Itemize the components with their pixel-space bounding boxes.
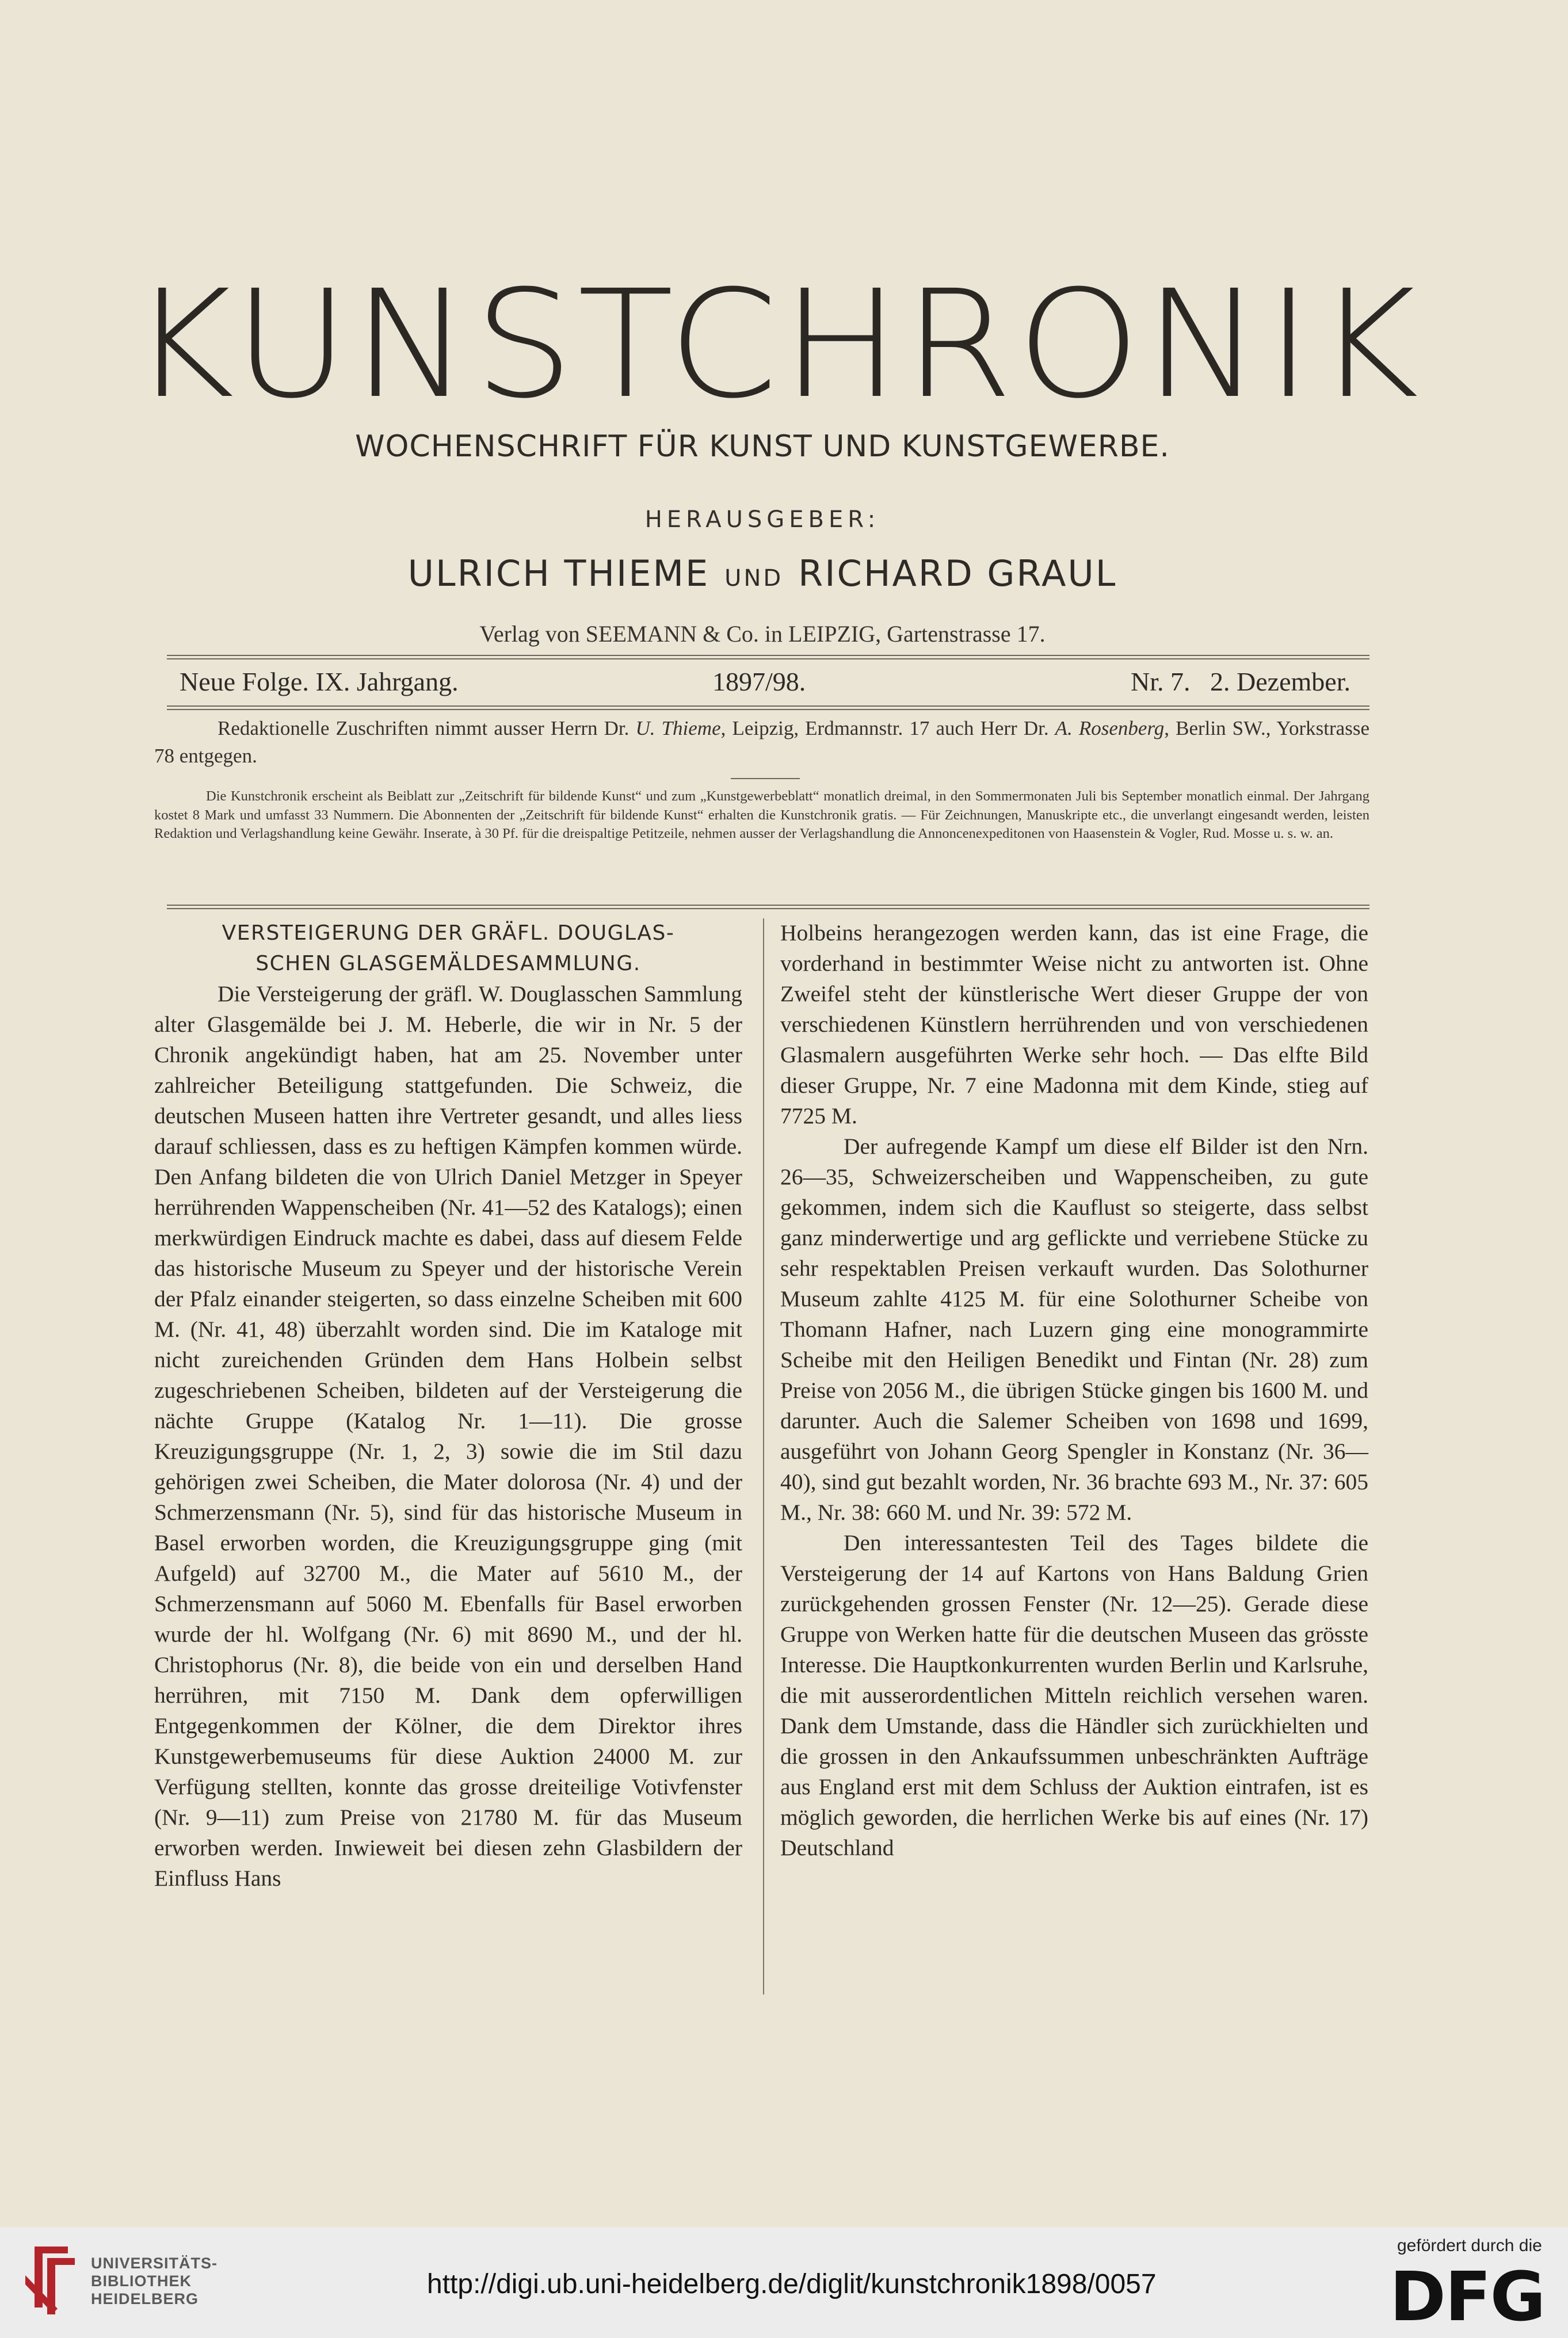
issue-year: 1897/98. <box>712 667 806 696</box>
divider-rule <box>167 908 1369 909</box>
editorial-text: , Leipzig, Erdmannstr. 17 auch Herr Dr. <box>720 717 1055 739</box>
editor-italic-name: A. Rosenberg <box>1055 717 1165 739</box>
publisher-line: Verlag von SEEMANN & Co. in LEIPZIG, Gartenstrasse 17. <box>479 621 1046 647</box>
divider-rule <box>167 705 1369 707</box>
editor-name: RICHARD GRAUL <box>798 552 1117 594</box>
subscription-notice: Die Kunstchronik erscheint als Beiblatt zur „Zeitschrift für bildende Kunst“ und zum „Kunstgewerbeblatt“ monatlich dreimal, in den Sommermonaten Juli bis September monatlich einmal. Der Jahrgang kostet 8 Mark und umfasst 33 Nummern. Die Abonnenten der „Zeitschrift für bildende Kunst“ erhalten die Kunstchronik gratis. — Für Zeichnungen, Manuskripte etc., die unverlangt eingesandt werden, leisten Redaktion und Verlagshandlung keine Gewähr. Inserate, à 30 Pf. für die dreispaltige Petitzeile, nehmen ausser der Verlagshandlung die Annoncenexpeditonen von Haasenstein & Vogler, Rud. Mosse u. s. w. an. <box>154 788 1369 842</box>
divider-rule <box>167 658 1369 659</box>
article-heading-line: VERSTEIGERUNG DER GRÄFL. DOUGLAS- <box>222 921 675 945</box>
library-name <box>91 2255 218 2308</box>
short-divider <box>731 778 800 779</box>
masthead-title: KUNSTCHRONIK <box>131 258 1423 431</box>
herausgeber-label: HERAUSGEBER: <box>644 506 880 533</box>
article-heading-line: SCHEN GLASGEMÄLDESAMMLUNG. <box>255 952 641 975</box>
editorial-contact <box>154 715 1369 770</box>
article-column-left <box>154 918 742 1894</box>
article-heading <box>154 918 742 979</box>
editorial-text: Redaktionelle Zuschriften nimmt ausser Herrn Dr. <box>218 717 636 739</box>
issue-number-date: Nr. 7. 2. Dezember. <box>1131 667 1350 696</box>
digital-copy-link[interactable]: http://digi.ub.uni-heidelberg.de/diglit/kunstchronik1898/0057 <box>427 2269 1157 2299</box>
issue-line <box>180 666 1350 701</box>
funding-label: gefördert durch die <box>1397 2236 1542 2255</box>
digitization-footer <box>0 2227 1568 2338</box>
masthead-subtitle: WOCHENSCHRIFT FÜR KUNST UND KUNSTGEWERBE. <box>355 429 1170 464</box>
article-paragraph: Den interessantesten Teil des Tages bildete die Versteigerung der 14 auf Kartons von Hans Baldung Grien zurückgehenden grossen Fenster (Nr. 12—25). Gerade diese Gruppe von Werken hatte für die deutschen Museen das grösste Interesse. Die Hauptkonkurrenten wurden Berlin und Karlsruhe, die mit ausserordentlichen Mitteln reichlich versehen waren. Dank dem Umstande, dass die Händler sich zurückhielten und die grossen in den Ankaufssummen unbeschränkten Aufträge aus England erst mit dem Schluss der Auktion eintrafen, ist es möglich geworden, die herrlichen Werke bis auf eines (Nr. 17) Deutschland <box>780 1530 1368 1860</box>
divider-rule <box>167 709 1369 710</box>
university-library-logo <box>23 2241 78 2320</box>
divider-rule <box>167 905 1369 906</box>
library-name-line: BIBLIOTHEK <box>91 2272 192 2290</box>
issue-series: Neue Folge. IX. Jahrgang. <box>180 667 459 696</box>
divider-rule <box>167 655 1369 656</box>
editorial-text: , Berlin SW., Yorkstrasse 78 entgegen. <box>154 717 1369 767</box>
article-paragraph: Holbeins herangezogen werden kann, das ist eine Frage, die vorderhand in bestimmter Weise nicht zu antworten ist. Ohne Zweifel steht der künstlerische Wert dieser Gruppe der von verschiedenen Künstlern herrührenden und von verschiedenen Glasmalern ausgeführten Werke sehr hoch. — Das elfte Bild dieser Gruppe, Nr. 7 eine Madonna mit dem Kinde, stieg auf 7725 M. <box>780 920 1368 1128</box>
article-column-right <box>780 918 1368 1863</box>
column-divider <box>763 918 764 1994</box>
library-name-line: HEIDELBERG <box>91 2290 199 2308</box>
library-name-line: UNIVERSITÄTS- <box>91 2255 218 2272</box>
article-paragraph: Der aufregende Kampf um diese elf Bilder ist den Nrn. 26—35, Schweizerscheiben und Wappenscheiben, zu gute gekommen, indem sich die Kauflust so steigerte, dass selbst ganz minderwertige und arg geflickte und verriebene Stücke zu sehr respektablen Preisen verkauft wurden. Das Solothurner Museum zahlte 4125 M. für eine Solothurner Scheibe von Thomann Hafner, nach Luzern ging eine monogrammirte Scheibe mit den Heiligen Benedikt und Fintan (Nr. 28) zum Preise von 2056 M., die übrigen Stücke gingen bis 1600 M. und darunter. Auch die Salemer Scheiben von 1698 und 1699, ausgeführt von Johann Georg Spengler in Konstanz (Nr. 36—40), sind gut bezahlt worden, Nr. 36 brachte 693 M., Nr. 37: 605 M., Nr. 38: 660 M. und Nr. 39: 572 M. <box>780 1134 1368 1525</box>
editor-conjunction: UND <box>724 565 784 592</box>
dfg-logo: DFG <box>1390 2257 1545 2336</box>
editors-line <box>167 552 1358 594</box>
article-paragraph: Die Versteigerung der gräfl. W. Douglasschen Sammlung alter Glasgemälde bei J. M. Heberle, die wir in Nr. 5 der Chronik angekündigt haben, hat am 25. November unter zahlreicher Beteiligung stattgefunden. Die Schweiz, die deutschen Museen hatten ihre Vertreter gesandt, und alles liess darauf schliessen, dass es zu heftigen Kämpfen kommen würde. Den Anfang bildeten die von Ulrich Daniel Metzger in Speyer herrührenden Wappenscheiben (Nr. 41—52 des Katalogs); einen merkwürdigen Eindruck machte es dabei, dass auf diesem Felde das historische Museum zu Speyer und der historische Verein der Pfalz einander steigerten, so dass einzelne Scheiben mit 600 M. (Nr. 41, 48) überzahlt worden sind. Die im Kataloge mit nicht zureichenden Gründen dem Hans Holbein selbst zugeschriebenen Scheiben, bildeten auf der Versteigerung die nächte Gruppe (Katalog Nr. 1—11). Die grosse Kreuzigungsgruppe (Nr. 1, 2, 3) sowie die im Stil dazu gehörigen zwei Scheiben, die Mater dolorosa (Nr. 4) und der Schmerzensmann (Nr. 5), sind für das historische Museum in Basel erworben worden, die Kreuzigungsgruppe ging (mit Aufgeld) auf 32700 M., die Mater auf 5610 M., der Schmerzensmann auf 5060 M. Ebenfalls für Basel erworben wurde der hl. Wolfgang (Nr. 6) mit 8690 M., und der hl. Christophorus (Nr. 8), die beide von ein und derselben Hand herrühren, mit 7150 M. Dank dem opferwilligen Entgegenkommen der Kölner, die dem Direktor ihres Kunstgewerbemuseums für diese Auktion 24000 M. zur Verfügung stellten, konnte das grosse dreiteilige Votivfenster (Nr. 9—11) zum Preise von 21780 M. für das Museum erworben werden. Inwieweit bei diesen zehn Glasbildern der Einfluss Hans <box>154 981 742 1891</box>
editor-italic-name: U. Thieme <box>635 717 721 739</box>
editor-name: ULRICH THIEME <box>407 552 710 594</box>
